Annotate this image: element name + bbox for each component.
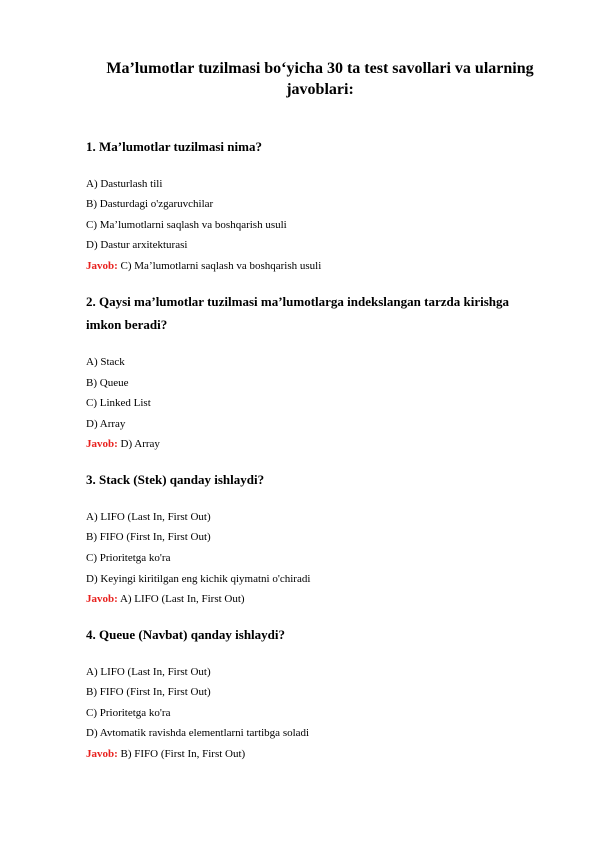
question-1-option-a: A) Dasturlash tili [86,178,163,190]
question-1-option-d: D) Dastur arxitekturasi [86,239,188,251]
question-2-heading: 2. Qaysi ma’lumotlar tuzilmasi ma’lumotlarga indekslangan tarzda kirishga imkon beradi? [86,294,509,332]
question-1-option-b: B) Dasturdagi o'zgaruvchilar [86,198,214,210]
question-4-heading: 4. Queue (Navbat) qanday ishlaydi? [86,627,286,642]
question-2-answer: D) Array [120,438,160,450]
question-1-answer-line [86,259,321,273]
question-4-answer: B) FIFO (First In, First Out) [120,748,246,760]
question-3-answer: A) LIFO (Last In, First Out) [119,593,245,605]
question-4-option-d: D) Avtomatik ravishda elementlarni tartibga soladi [86,727,310,739]
question-2-option-d: D) Array [86,418,126,430]
answer-label: Javob: [86,593,118,605]
question-1-heading: 1. Ma’lumotlar tuzilmasi nima? [86,139,262,154]
question-3-option-c: C) Prioritetga ko'ra [86,552,171,564]
question-3-heading: 3. Stack (Stek) qanday ishlaydi? [86,472,265,487]
answer-label: Javob: [86,438,118,450]
question-3-option-a: A) LIFO (Last In, First Out) [86,511,211,523]
question-4-option-c: C) Prioritetga ko'ra [86,707,171,719]
question-4-option-b: B) FIFO (First In, First Out) [86,686,211,698]
question-3-answer-line [86,592,245,606]
question-4-option-a: A) LIFO (Last In, First Out) [86,666,211,678]
question-1-option-c: C) Ma’lumotlarni saqlash va boshqarish usuli [86,219,287,231]
question-4-answer-line [86,747,245,761]
question-2-option-b: B) Queue [86,377,129,389]
answer-label: Javob: [86,260,118,272]
question-2-answer-line [86,437,160,451]
question-3-option-d: D) Keyingi kiritilgan eng kichik qiymatni o'chiradi [86,573,311,585]
question-2-option-c: C) Linked List [86,397,151,409]
question-3-option-b: B) FIFO (First In, First Out) [86,531,211,543]
question-1-answer: C) Ma’lumotlarni saqlash va boshqarish usuli [120,260,322,272]
question-2-option-a: A) Stack [86,356,125,368]
document-title: Ma’lumotlar tuzilmasi bo‘yicha 30 ta test savollari va ularning javoblari: [106,60,534,98]
answer-label: Javob: [86,748,118,760]
